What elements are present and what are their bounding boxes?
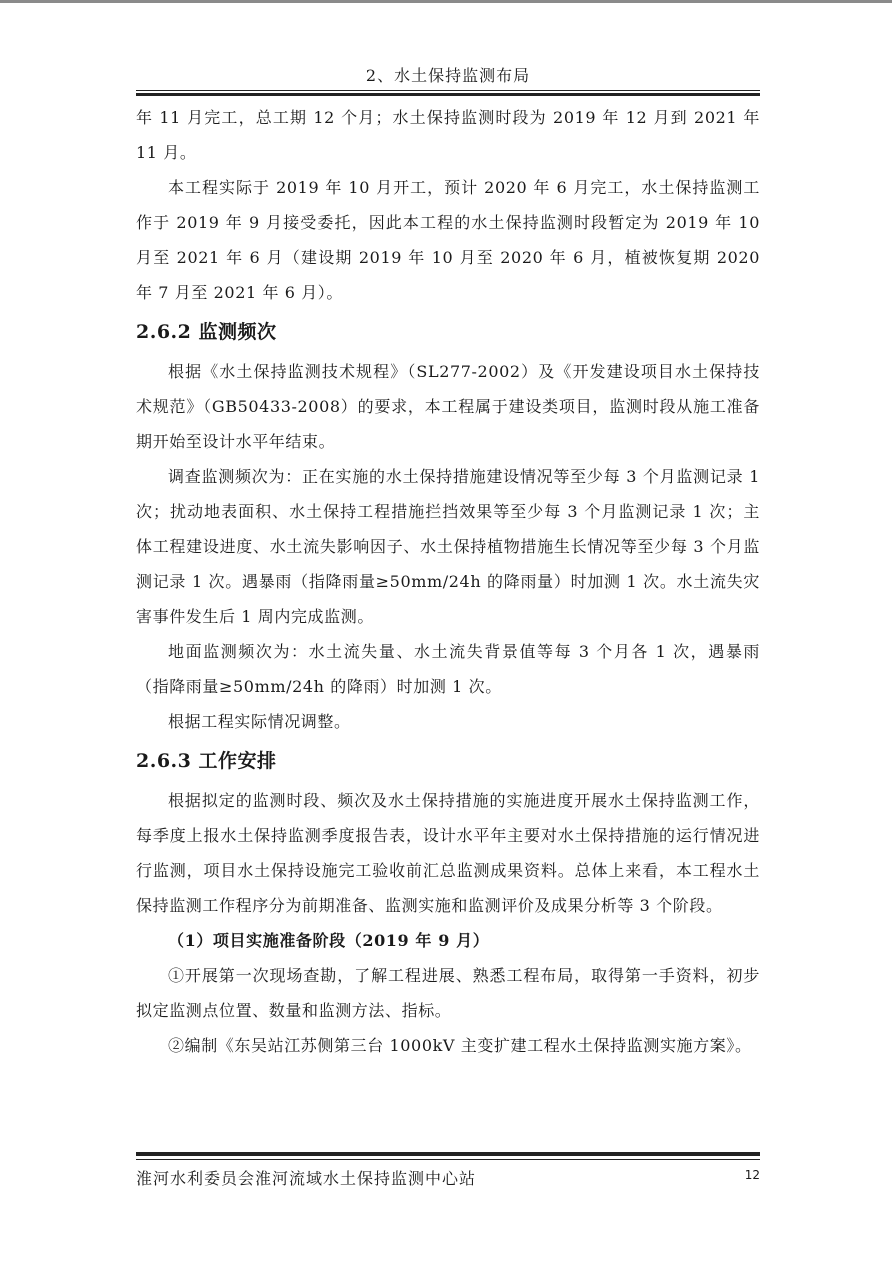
footer-rule-thin: [136, 1159, 760, 1160]
paragraph-item-2: ②编制《东吴站江苏侧第三台 1000kV 主变扩建工程水土保持监测实施方案》。: [168, 1036, 752, 1055]
page-number: 12: [744, 1168, 760, 1182]
paragraph-monitoring-period: 本工程实际于 2019 年 10 月开工，预计 2020 年 6 月完工，水土保持监测工作于 2019 年 9 月接受委托，因此本工程的水土保持监测时段暂定为 2019 年 10 月至 2021 年 6 月（建设期 2019 年 10 月至 2020 年 6 月，植被恢复期 2020 年 7 月至 2021 年 6 月）。: [136, 178, 760, 302]
subheading-preparation-stage: （1）项目实施准备阶段（2019 年 9 月）: [168, 931, 490, 950]
header-rule-thin: [136, 90, 760, 91]
paragraph-ground-frequency: 地面监测频次为：水土流失量、水土流失背景值等每 3 个月各 1 次，遇暴雨（指降雨量≥50mm/24h 的降雨）时加测 1 次。: [136, 642, 760, 696]
paragraph-adjustment: 根据工程实际情况调整。: [168, 712, 351, 731]
footer-organization: 淮河水利委员会淮河流域水土保持监测中心站: [136, 1169, 477, 1188]
page-top-edge: [0, 0, 892, 3]
header-rule-thick: [136, 93, 760, 96]
footer-rule-thick: [136, 1152, 760, 1156]
paragraph-standards: 根据《水土保持监测技术规程》（SL277-2002）及《开发建设项目水土保持技术规范》（GB50433-2008）的要求，本工程属于建设类项目，监测时段从施工准备期开始至设计水平年结束。: [136, 362, 760, 451]
section-heading-2-6-2: 2.6.2 监测频次: [136, 321, 277, 343]
running-header: 2、水土保持监测布局: [365, 66, 531, 85]
paragraph-work-arrangement: 根据拟定的监测时段、频次及水土保持措施的实施进度开展水土保持监测工作，每季度上报水土保持监测季度报告表，设计水平年主要对水土保持措施的运行情况进行监测，项目水土保持设施完工验收前汇总监测成果资料。总体上来看，本工程水土保持监测工作程序分为前期准备、监测实施和监测评价及成果分析等 3 个阶段。: [136, 791, 760, 915]
paragraph-item-1: ①开展第一次现场查勘，了解工程进展、熟悉工程布局，取得第一手资料，初步拟定监测点位置、数量和监测方法、指标。: [136, 966, 760, 1020]
paragraph-continued: 年 11 月完工，总工期 12 个月；水土保持监测时段为 2019 年 12 月到 2021 年 11 月。: [136, 108, 760, 162]
paragraph-survey-frequency: 调查监测频次为：正在实施的水土保持措施建设情况等至少每 3 个月监测记录 1 次；扰动地表面积、水土保持工程措施拦挡效果等至少每 3 个月监测记录 1 次；主体工程建设进度、水土流失影响因子、水土保持植物措施生长情况等至少每 3 个月监测记录 1 次。遇暴雨（指降雨量≥50mm/24h 的降雨量）时加测 1 次。水土流失灾害事件发生后 1 周内完成监测。: [136, 467, 760, 626]
section-heading-2-6-3: 2.6.3 工作安排: [136, 750, 277, 772]
page-body: [136, 100, 760, 1063]
